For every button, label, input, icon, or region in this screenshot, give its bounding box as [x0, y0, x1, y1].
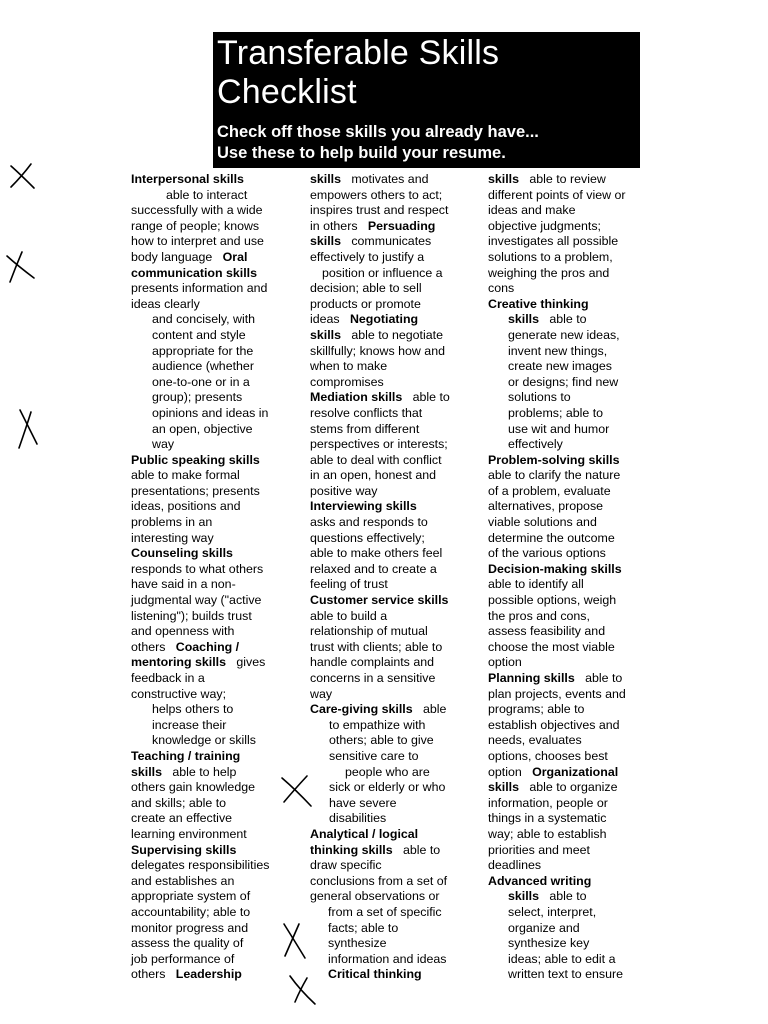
skill-heading: Coaching /: [175, 639, 240, 654]
title-line-1: Transferable Skills: [217, 34, 500, 72]
text-line: decision; able to sell: [310, 281, 422, 296]
text-line: when to make: [310, 359, 388, 374]
title-banner: [213, 32, 640, 168]
skill-heading: Interviewing skills: [310, 499, 417, 514]
text-line: others gain knowledge: [131, 780, 255, 795]
text-line: appropriate for the: [152, 343, 254, 358]
text-line: [131, 546, 299, 562]
skill-heading: Oral: [222, 249, 248, 264]
text-line: [131, 172, 299, 188]
text-line: the pros and cons,: [488, 608, 590, 623]
text-run: others: [131, 639, 166, 654]
text-run: in others: [310, 218, 358, 233]
text-line: people who are: [345, 764, 430, 779]
text-line: judgmental way ("active: [131, 593, 262, 608]
text-line: [131, 640, 299, 656]
text-line: choose the most viable: [488, 639, 615, 654]
skill-heading: Organizational: [532, 764, 619, 779]
text-line: way: [152, 437, 175, 452]
text-line: [310, 312, 478, 328]
text-run: communicates: [351, 234, 432, 249]
text-line: [488, 453, 656, 469]
text-line: [131, 655, 299, 671]
subtitle-line-1: Check off those skills you already have...: [217, 123, 539, 141]
text-line: handle complaints and: [310, 655, 434, 670]
text-line: [131, 967, 299, 983]
text-line: appropriate system of: [131, 889, 251, 904]
skill-heading: thinking skills: [310, 842, 393, 857]
text-line: monitor progress and: [131, 920, 249, 935]
text-line: [488, 562, 656, 578]
skill-heading: mentoring skills: [131, 655, 227, 670]
text-line: constructive way;: [131, 686, 227, 701]
text-line: resolve conflicts that: [310, 405, 423, 420]
text-line: job performance of: [131, 951, 235, 966]
page-subtitle: [217, 122, 636, 164]
text-line: [488, 765, 656, 781]
text-line: deadlines: [488, 858, 542, 873]
text-line: cons: [488, 281, 515, 296]
text-line: synthesize key: [508, 936, 590, 951]
text-line: listening"); builds trust: [131, 608, 252, 623]
text-line: stems from different: [310, 421, 420, 436]
text-line: ideas, positions and: [131, 499, 241, 514]
text-line: of a problem, evaluate: [488, 483, 611, 498]
text-line: concerns in a sensitive: [310, 671, 436, 685]
text-line: general observations or: [310, 889, 440, 904]
text-line: feedback in a: [131, 671, 205, 685]
text-line: use wit and humor: [508, 421, 610, 436]
skill-heading: communication skills: [131, 265, 258, 280]
text-line: increase their: [152, 717, 227, 732]
text-line: synthesize: [328, 936, 387, 951]
text-run: able: [422, 702, 447, 717]
text-line: [310, 234, 478, 250]
skill-heading: Creative thinking: [488, 296, 589, 311]
text-line: sensitive care to: [329, 748, 419, 763]
text-line: content and style: [152, 327, 246, 342]
text-line: one-to-one or in a: [152, 374, 250, 389]
skill-heading: Teaching / training: [131, 748, 241, 763]
skill-heading: skills: [310, 327, 342, 342]
text-line: feeling of trust: [310, 577, 388, 592]
text-run: able to: [412, 390, 450, 405]
text-run: able to negotiate: [351, 327, 443, 342]
text-line: positive way: [310, 483, 378, 498]
column-2: [310, 172, 478, 983]
text-line: [488, 297, 656, 313]
text-line: facts; able to: [328, 920, 399, 935]
text-line: invent new things,: [508, 343, 608, 358]
text-line: objective judgments;: [488, 218, 601, 233]
text-line: assess feasibility and: [488, 624, 606, 639]
text-line: generate new ideas,: [508, 327, 620, 342]
text-line: to empathize with: [329, 717, 426, 732]
skill-heading: skills: [508, 312, 540, 327]
text-line: successfully with a wide: [131, 203, 263, 218]
text-line: able to interact: [166, 187, 248, 202]
text-line: [310, 390, 478, 406]
text-line: helps others to: [152, 702, 234, 717]
text-line: [310, 843, 478, 859]
text-line: [310, 827, 478, 843]
skill-heading: Planning skills: [488, 671, 575, 685]
text-line: opinions and ideas in: [152, 405, 269, 420]
text-line: able to deal with conflict: [310, 452, 442, 467]
text-line: [310, 593, 478, 609]
text-run: able to organize: [529, 780, 618, 795]
text-line: information, people or: [488, 795, 608, 810]
text-line: accountability; able to: [131, 904, 251, 919]
text-run: gives: [236, 655, 266, 670]
text-run: able to: [549, 312, 587, 327]
text-line: [488, 874, 656, 890]
text-line: range of people; knows: [131, 218, 260, 233]
skill-heading: Advanced writing: [488, 873, 592, 888]
text-line: alternatives, propose: [488, 499, 604, 514]
text-line: viable solutions and: [488, 515, 597, 530]
skill-heading: skills: [488, 780, 520, 795]
text-line: conclusions from a set of: [310, 873, 448, 888]
text-run: able to help: [172, 764, 237, 779]
text-line: presentations; presents: [131, 483, 260, 498]
text-line: [310, 967, 478, 983]
text-line: things in a systematic: [488, 811, 607, 826]
skill-heading: Leadership: [175, 967, 242, 982]
skill-heading: Problem-solving skills: [488, 452, 620, 467]
text-line: weighing the pros and: [488, 265, 610, 280]
text-line: have severe: [329, 795, 397, 810]
text-line: [488, 889, 656, 905]
text-run: able to: [549, 889, 587, 904]
text-run: able to: [585, 671, 623, 685]
text-line: knowledge or skills: [152, 733, 256, 748]
skill-heading: Decision-making skills: [488, 561, 622, 576]
text-line: able to build a: [310, 608, 388, 623]
text-line: problems; able to: [508, 405, 604, 420]
text-line: investigates all possible: [488, 234, 619, 249]
skill-heading: skills: [131, 764, 163, 779]
text-run: others: [131, 967, 166, 982]
text-line: skillfully; knows how and: [310, 343, 445, 358]
skill-heading: Supervising skills: [131, 842, 237, 857]
text-run: motivates and: [351, 172, 429, 186]
title-line-2: Checklist: [217, 73, 357, 111]
text-line: questions effectively;: [310, 530, 425, 545]
text-line: others; able to give: [329, 733, 434, 748]
text-line: able to identify all: [488, 577, 584, 592]
text-line: responds to what others: [131, 561, 264, 576]
text-line: group); presents: [152, 390, 243, 405]
skill-heading: skills: [310, 234, 342, 249]
text-line: compromises: [310, 374, 384, 389]
text-line: different points of view or: [488, 187, 626, 202]
text-line: select, interpret,: [508, 904, 597, 919]
text-line: relaxed and to create a: [310, 561, 437, 576]
text-line: [488, 312, 656, 328]
text-run: option: [488, 764, 522, 779]
text-line: way; able to establish: [488, 826, 607, 841]
text-line: ideas and make: [488, 203, 576, 218]
text-line: [310, 172, 478, 188]
text-line: and establishes an: [131, 873, 235, 888]
text-line: or designs; find new: [508, 374, 619, 389]
text-line: [488, 172, 656, 188]
text-line: [488, 780, 656, 796]
text-line: products or promote: [310, 296, 421, 311]
text-line: in an open, honest and: [310, 468, 437, 483]
text-line: possible options, weigh: [488, 593, 617, 608]
text-line: draw specific: [310, 858, 382, 873]
text-line: trust with clients; able to: [310, 639, 443, 654]
text-line: how to interpret and use: [131, 234, 264, 249]
skill-heading: Persuading: [367, 218, 436, 233]
text-line: interesting way: [131, 530, 214, 545]
text-line: asks and responds to: [310, 515, 428, 530]
skill-heading: Care-giving skills: [310, 702, 413, 717]
page-title: [217, 34, 636, 112]
text-line: have said in a non-: [131, 577, 236, 592]
text-line: assess the quality of: [131, 936, 244, 951]
skill-heading: Counseling skills: [131, 546, 233, 561]
text-line: disabilities: [329, 811, 387, 826]
text-line: [310, 499, 478, 515]
text-line: sick or elderly or who: [329, 780, 446, 795]
text-line: ideas clearly: [131, 296, 200, 311]
text-line: [131, 266, 299, 282]
text-line: an open, objective: [152, 421, 253, 436]
text-line: perspectives or interests;: [310, 437, 448, 452]
text-line: [131, 843, 299, 859]
x-mark-icon: [7, 252, 34, 282]
text-line: solutions to a problem,: [488, 249, 613, 264]
subtitle-line-2: Use these to help build your resume.: [217, 144, 506, 162]
text-run: body language: [131, 249, 213, 264]
text-line: [131, 250, 299, 266]
text-run: able to: [402, 842, 441, 857]
text-line: problems in an: [131, 515, 213, 530]
text-line: [488, 671, 656, 687]
text-line: presents information and: [131, 281, 268, 296]
text-line: learning environment: [131, 826, 247, 841]
text-line: [310, 702, 478, 718]
text-line: ideas; able to edit a: [508, 951, 616, 966]
text-line: organize and: [508, 920, 580, 935]
skill-heading: skills: [488, 172, 520, 186]
skill-heading: skills: [310, 172, 342, 186]
text-line: relationship of mutual: [310, 624, 428, 639]
text-line: effectively: [508, 437, 563, 452]
text-line: priorities and meet: [488, 842, 590, 857]
text-line: [310, 219, 478, 235]
text-line: create an effective: [131, 811, 233, 826]
skill-heading: Analytical / logical: [310, 826, 419, 841]
text-line: from a set of specific: [328, 904, 442, 919]
text-line: able to make formal: [131, 468, 240, 483]
column-3: [488, 172, 656, 983]
text-line: [310, 328, 478, 344]
text-line: position or influence a: [322, 265, 443, 280]
text-line: options, chooses best: [488, 748, 608, 763]
text-line: [131, 765, 299, 781]
text-line: determine the outcome: [488, 530, 615, 545]
x-mark-icon: [11, 164, 34, 188]
text-line: able to make others feel: [310, 546, 443, 561]
text-line: way: [310, 686, 333, 701]
text-line: of the various options: [488, 546, 606, 561]
text-line: audience (whether: [152, 359, 254, 374]
text-line: delegates responsibilities: [131, 858, 270, 873]
skill-heading: Critical thinking: [328, 967, 422, 982]
text-line: plan projects, events and: [488, 686, 626, 701]
text-line: information and ideas: [328, 951, 447, 966]
x-mark-icon: [19, 410, 37, 448]
text-line: needs, evaluates: [488, 733, 582, 748]
text-line: written text to ensure: [508, 967, 624, 982]
text-line: option: [488, 655, 522, 670]
text-line: inspires trust and respect: [310, 203, 449, 218]
text-line: and skills; able to: [131, 795, 227, 810]
skill-heading: Public speaking skills: [131, 452, 260, 467]
text-line: and openness with: [131, 624, 235, 639]
skill-heading: Interpersonal skills: [131, 172, 244, 186]
text-line: [131, 749, 299, 765]
text-line: solutions to: [508, 390, 571, 405]
skill-heading: Customer service skills: [310, 593, 449, 608]
text-run: able to review: [529, 172, 606, 186]
text-line: effectively to justify a: [310, 249, 425, 264]
skill-heading: Mediation skills: [310, 390, 403, 405]
skill-heading: Negotiating: [349, 312, 419, 327]
text-line: create new images: [508, 359, 612, 374]
column-1: [131, 172, 299, 983]
text-line: establish objectives and: [488, 717, 620, 732]
text-line: programs; able to: [488, 702, 585, 717]
text-line: and concisely, with: [152, 312, 256, 327]
text-line: empowers others to act;: [310, 187, 443, 202]
text-line: able to clarify the nature: [488, 468, 621, 483]
skill-heading: skills: [508, 889, 540, 904]
text-run: ideas: [310, 312, 340, 327]
text-line: [131, 453, 299, 469]
